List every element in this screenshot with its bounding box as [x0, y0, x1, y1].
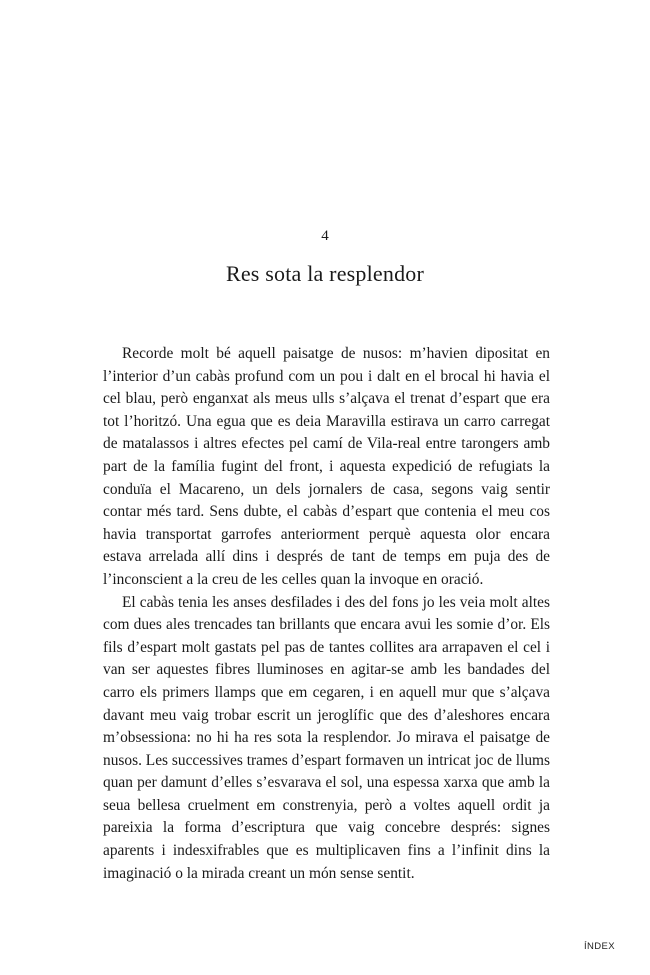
chapter-body [103, 343, 550, 885]
body-paragraph: Recorde molt bé aquell paisatge de nusos: m’havien dipositat en l’interior d’un cabàs profund com un pou i dalt en el brocal hi havia el cel blau, però enganxat als meus ulls s’alçava el trenat d’espart que era tot l’horitzó. Una egua que es deia Maravilla estirava un carro carregat de matalassos i altres efectes pel camí de Vila-real entre tarongers amb part de la família fugint del front, i aquesta expedició de refugiats la conduïa el Macareno, un dels jornalers de casa, segons vaig sentir contar més tard. Sens dubte, el cabàs d’espart que contenia el meu cos havia transportat garrofes anteriorment perquè aquesta olor encara estava arrelada allí dins i després de tant de temps em puja des de l’inconscient a la creu de les celles quan la invoque en oració. [103, 345, 550, 588]
index-link[interactable]: ÍNDEX [584, 941, 616, 952]
chapter-number: 4 [321, 228, 329, 244]
body-paragraph: El cabàs tenia les anses desfilades i des del fons jo les veia molt altes com dues ales trencades tan brillants que encara avui les somie d’or. Els fils d’espart molt gastats pel pas de tantes collites ara arrapaven el cel i van ser aquestes fibres lluminoses en agitar-se amb les bandades del carro els primers llamps que em cegaren, i en aquell mur que s’alçava davant meu vaig trobar escrit un jeroglífic que des d’aleshores encara m’obsessiona: no hi ha res sota la resplendor. Jo mirava el paisatge de nusos. Les successives trames d’espart formaven un intricat joc de llums quan per damunt d’elles s’esvarava el sol, una espessa xarxa que amb la seua bellesa cruelment em constrenyia, però a voltes aquell ordit ja pareixia la forma d’escriptura que vaig concebre després: signes aparents i indesxifrables que es multiplicaven fins a l’infinit dins la imaginació o la mirada creant un món sense sentit. [103, 593, 550, 882]
chapter-title: Res sota la resplendor [225, 261, 425, 286]
